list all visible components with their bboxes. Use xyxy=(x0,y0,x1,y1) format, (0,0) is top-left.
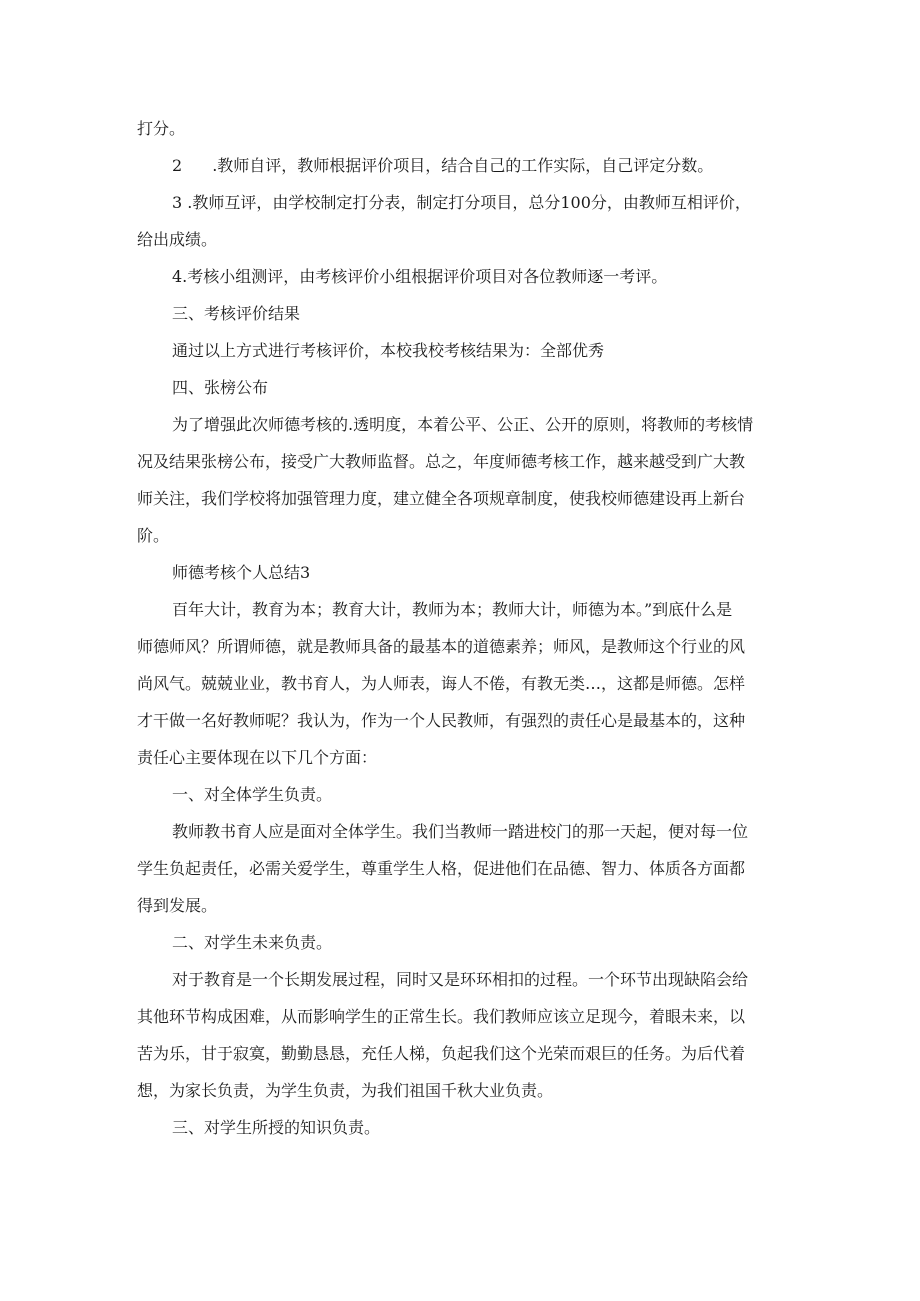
article-title: 师德考核个人总结3 xyxy=(172,563,311,582)
paragraph-line: 师关注，我们学校将加强管理力度，建立健全各项规章制度，使我校师德建设再上新台 xyxy=(137,489,746,508)
paragraph-line: 况及结果张榜公布，接受广大教师监督。总之，年度师德考核工作，越来越受到广大教 xyxy=(137,452,746,471)
paragraph-line: 学生负起责任，必需关爱学生，尊重学生人格，促进他们在品德、智力、体质各方面都 xyxy=(137,859,746,878)
list-text: .教师自评，教师根据评价项目，结合自己的工作实际，自己评定分数。 xyxy=(212,156,714,175)
paragraph-line: 其他环节构成困难，从而影响学生的正常生长。我们教师应该立足现今，着眼未来，以 xyxy=(137,1007,746,1026)
list-item-2 xyxy=(172,156,713,176)
paragraph-line: 为了增强此次师德考核的.透明度，本着公平、公正、公开的原则，将教师的考核情 xyxy=(172,415,754,434)
paragraph-line: 通过以上方式进行考核评价，本校我校考核结果为：全部优秀 xyxy=(172,341,605,360)
paragraph-line: 才干做一名好教师呢？我认为，作为一个人民教师，有强烈的责任心是最基本的，这种 xyxy=(137,711,746,730)
paragraph-line: 教师教书育人应是面对全体学生。我们当教师一踏进校门的那一天起，便对每一位 xyxy=(172,822,749,841)
section-heading: 一、对全体学生负责。 xyxy=(172,785,333,804)
paragraph-line: 得到发展。 xyxy=(137,896,218,915)
section-heading: 四、张榜公布 xyxy=(172,378,269,397)
paragraph-line: 责任心主要体现在以下几个方面： xyxy=(137,748,378,767)
list-item-4: 4.考核小组测评，由考核评价小组根据评价项目对各位教师逐一考评。 xyxy=(172,267,668,286)
paragraph-line: 百年大计，教育为本；教育大计，教师为本；教师大计，师德为本。”到底什么是 xyxy=(172,600,733,619)
paragraph-line: 尚风气。兢兢业业，教书育人，为人师表，诲人不倦，有教无类…，这都是师德。怎样 xyxy=(137,674,746,693)
section-heading: 三、考核评价结果 xyxy=(172,304,301,323)
paragraph-line: 师德师风？所谓师德，就是教师具备的最基本的道德素养；师风，是教师这个行业的风 xyxy=(137,637,746,656)
paragraph-line: 打分。 xyxy=(137,119,186,138)
paragraph-line: 想，为家长负责，为学生负责，为我们祖国千秋大业负责。 xyxy=(137,1081,554,1100)
list-number: 2 xyxy=(172,156,183,175)
paragraph-line: 苦为乐，甘于寂寞，勤勤恳恳，充任人梯，负起我们这个光荣而艰巨的任务。为后代着 xyxy=(137,1044,746,1063)
list-item-3: 3 .教师互评，由学校制定打分表，制定打分项目，总分100分，由教师互相评价， xyxy=(172,193,751,212)
paragraph-line: 对于教育是一个长期发展过程，同时又是环环相扣的过程。一个环节出现缺陷会给 xyxy=(172,970,749,989)
section-heading: 二、对学生未来负责。 xyxy=(172,933,333,952)
section-heading: 三、对学生所授的知识负责。 xyxy=(172,1118,381,1137)
paragraph-line: 给出成绩。 xyxy=(137,230,218,249)
paragraph-line: 阶。 xyxy=(137,526,170,545)
